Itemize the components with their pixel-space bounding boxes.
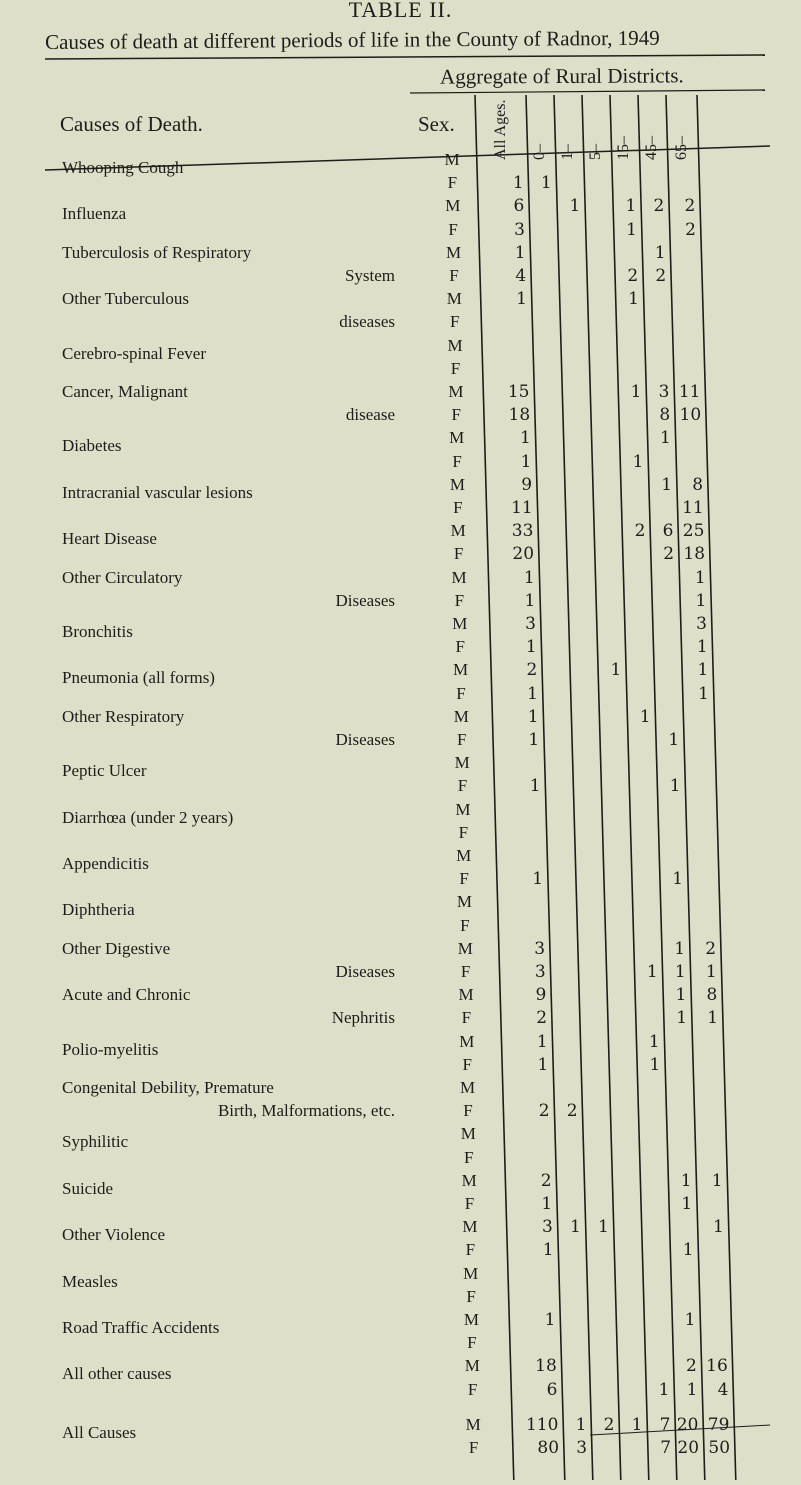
- cell-value: 9: [535, 985, 547, 1006]
- cell-value: 7: [659, 1414, 671, 1435]
- cause-label: Influenza: [62, 204, 127, 224]
- cell-value: 1: [524, 590, 536, 611]
- cell-value: 1: [648, 1031, 660, 1052]
- sex-label: M: [456, 846, 472, 865]
- sex-label: M: [460, 1124, 476, 1144]
- cell-value: 1: [686, 1379, 698, 1400]
- sex-label: F: [449, 312, 460, 332]
- sex-label: F: [462, 1054, 472, 1074]
- cell-value: 8: [692, 474, 704, 495]
- cell-value: 1: [625, 196, 637, 217]
- cell-value: 33: [511, 521, 534, 542]
- cause-label-continued: Diseases: [335, 590, 395, 610]
- sex-label: F: [466, 1286, 476, 1306]
- sex-label: F: [459, 869, 469, 889]
- cell-value: 2: [663, 544, 675, 565]
- sex-label: M: [449, 474, 466, 494]
- column-rule: [697, 95, 736, 1480]
- cell-value: 1: [523, 567, 535, 588]
- cause-label: Syphilitic: [62, 1132, 129, 1152]
- cell-value: 1: [658, 1379, 670, 1400]
- cell-value: 1: [532, 869, 544, 890]
- sex-label: M: [447, 335, 463, 355]
- title-rule: [45, 55, 765, 59]
- sex-label: M: [445, 242, 462, 262]
- sex-label: F: [451, 405, 462, 425]
- sex-label: M: [458, 985, 474, 1005]
- sex-label: M: [450, 521, 466, 541]
- cell-value: 1: [661, 474, 673, 495]
- cell-value: 79: [707, 1414, 730, 1435]
- cause-label: Diabetes: [62, 436, 122, 456]
- causes-column-heading: Causes of Death.: [60, 112, 203, 136]
- cell-value: 1: [694, 567, 706, 588]
- age-column-heading: All Ages.: [491, 99, 509, 160]
- sex-label: M: [455, 799, 471, 819]
- age-column-heading: 1–: [559, 144, 576, 160]
- cell-value: 3: [576, 1438, 588, 1458]
- cell-value: 2: [685, 219, 696, 240]
- cause-label: Polio-myelitis: [62, 1039, 159, 1059]
- sex-label: F: [454, 590, 465, 610]
- cause-label: Pneumonia (all forms): [62, 668, 215, 688]
- sex-label: F: [460, 915, 470, 935]
- age-column-heading: 5–: [587, 144, 604, 160]
- cause-label: Other Circulatory: [62, 567, 183, 587]
- sex-label: F: [457, 776, 468, 796]
- cell-value: 1: [626, 219, 637, 240]
- cell-value: 18: [535, 1356, 557, 1377]
- sex-label: F: [461, 1008, 472, 1028]
- cell-value: 2: [526, 660, 538, 681]
- cause-label-continued: Diseases: [335, 962, 395, 981]
- cause-label: Heart Disease: [62, 529, 157, 549]
- cell-value: 2: [655, 266, 667, 286]
- age-column-heading: 15–: [615, 136, 632, 160]
- cell-value: 2: [566, 1101, 578, 1122]
- cause-label: Cancer, Malignant: [62, 382, 188, 401]
- cause-label: Cerebro-spinal Fever: [62, 343, 206, 363]
- cell-value: 1: [516, 289, 527, 310]
- sex-label: F: [460, 962, 471, 981]
- table-title: TABLE II.: [348, 0, 453, 22]
- sex-label: F: [447, 173, 458, 193]
- column-rule: [554, 95, 593, 1480]
- cell-value: 1: [659, 428, 671, 449]
- cell-value: 3: [542, 1217, 553, 1238]
- sex-label: M: [463, 1310, 480, 1329]
- cause-label: Acute and Chronic: [62, 985, 191, 1005]
- cell-value: 1: [542, 1240, 554, 1261]
- cause-label: Appendicitis: [62, 854, 149, 873]
- cell-value: 1: [575, 1414, 587, 1435]
- sex-label: M: [461, 1170, 477, 1190]
- cell-value: 11: [511, 498, 533, 518]
- sex-label: F: [468, 1438, 479, 1457]
- cell-value: 1: [669, 776, 681, 797]
- cause-label: Bronchitis: [62, 622, 133, 641]
- sex-label: M: [449, 428, 465, 448]
- sex-label: M: [452, 614, 468, 633]
- sex-label: F: [453, 544, 464, 564]
- sex-label: M: [453, 660, 469, 680]
- sex-label: M: [457, 938, 473, 958]
- cell-value: 1: [512, 173, 524, 194]
- cell-value: 11: [678, 382, 701, 402]
- sex-label: M: [460, 1078, 476, 1097]
- cell-value: 2: [603, 1414, 615, 1435]
- cell-value: 2: [540, 1170, 552, 1191]
- cell-value: 2: [684, 196, 696, 217]
- cell-value: 8: [706, 985, 718, 1006]
- cell-value: 2: [536, 1008, 548, 1029]
- cell-value: 1: [698, 683, 709, 704]
- age-column-heading: 45–: [643, 136, 660, 160]
- cell-value: 80: [537, 1438, 560, 1458]
- cause-label: Other Violence: [62, 1225, 165, 1245]
- sex-label: M: [456, 892, 473, 912]
- cell-value: 1: [695, 590, 707, 611]
- sex-label: M: [445, 196, 461, 216]
- cell-value: 1: [707, 1008, 719, 1029]
- cause-label: Intracranial vascular lesions: [62, 482, 253, 502]
- cell-value: 1: [544, 1310, 556, 1330]
- cause-label-continued: diseases: [339, 312, 395, 332]
- sex-label: F: [449, 266, 459, 285]
- cell-value: 2: [627, 266, 639, 286]
- sex-label: M: [463, 1263, 479, 1283]
- cell-value: 1: [676, 1008, 688, 1029]
- cell-value: 1: [541, 1194, 553, 1214]
- cell-value: 16: [706, 1356, 728, 1377]
- sex-label: M: [444, 150, 460, 169]
- totals-label: All Causes: [62, 1422, 137, 1442]
- sex-label: F: [465, 1240, 476, 1260]
- cell-value: 1: [684, 1310, 696, 1330]
- cause-label: Congenital Debility, Premature: [62, 1078, 274, 1097]
- cell-value: 4: [515, 266, 527, 286]
- age-column-heading: 0–: [531, 144, 548, 160]
- cell-value: 2: [653, 196, 665, 217]
- age-column-heading: 65–: [672, 136, 690, 160]
- cell-value: 1: [630, 382, 642, 402]
- cell-value: 1: [697, 660, 709, 681]
- cell-value: 4: [717, 1379, 729, 1400]
- cell-value: 1: [705, 962, 717, 982]
- cell-value: 1: [536, 1031, 548, 1052]
- sex-column-heading: Sex.: [418, 112, 455, 136]
- cause-label: Diarrhœa (under 2 years): [62, 807, 234, 827]
- cell-value: 20: [512, 544, 535, 565]
- sex-label: F: [458, 822, 469, 842]
- cell-value: 1: [527, 706, 539, 727]
- cell-value: 1: [540, 173, 552, 194]
- sex-label: M: [453, 706, 469, 726]
- cause-label-continued: Nephritis: [331, 1008, 395, 1028]
- cell-value: 1: [682, 1240, 694, 1261]
- sex-label: F: [452, 451, 462, 471]
- cell-value: 1: [674, 962, 686, 982]
- cell-value: 11: [682, 498, 704, 518]
- cell-value: 3: [534, 938, 546, 959]
- cause-label: Tuberculosis of Respiratory: [62, 242, 252, 262]
- cell-value: 2: [705, 938, 717, 959]
- cell-value: 110: [525, 1414, 559, 1435]
- cell-value: 1: [646, 962, 658, 982]
- cause-label: Other Tuberculous: [62, 289, 190, 309]
- cell-value: 8: [659, 405, 671, 426]
- cause-label: Whooping Cough: [62, 158, 184, 177]
- cell-value: 1: [711, 1170, 723, 1191]
- cell-value: 1: [639, 706, 651, 727]
- cell-value: 1: [654, 242, 666, 263]
- cell-value: 9: [521, 474, 533, 495]
- sex-label: F: [448, 219, 458, 239]
- cell-value: 3: [696, 614, 707, 634]
- cell-value: 3: [534, 962, 546, 982]
- cell-value: 1: [696, 637, 708, 658]
- sex-label: M: [465, 1414, 481, 1434]
- sex-label: F: [456, 683, 466, 703]
- cause-label: Measles: [62, 1271, 118, 1291]
- cell-value: 3: [658, 382, 670, 402]
- cell-value: 15: [507, 382, 530, 402]
- cell-value: 1: [529, 776, 541, 797]
- cell-value: 1: [610, 660, 622, 681]
- sex-label: F: [467, 1333, 477, 1353]
- cell-value: 25: [682, 521, 705, 542]
- cell-value: 1: [569, 196, 581, 217]
- cell-value: 3: [525, 614, 536, 634]
- cell-value: 2: [634, 521, 646, 542]
- cell-value: 20: [677, 1438, 700, 1458]
- cell-value: 7: [660, 1438, 672, 1458]
- cause-label: All other causes: [62, 1364, 172, 1384]
- cell-value: 18: [683, 544, 706, 565]
- cell-value: 1: [713, 1217, 724, 1238]
- cell-value: 1: [519, 428, 531, 449]
- cell-value: 6: [662, 521, 674, 542]
- cell-value: 1: [570, 1217, 581, 1238]
- cell-value: 1: [514, 242, 526, 263]
- sex-label: M: [454, 753, 470, 773]
- cause-label-continued: Diseases: [335, 730, 395, 749]
- sex-label: M: [446, 289, 462, 309]
- sex-label: M: [459, 1031, 475, 1051]
- sex-label: F: [464, 1194, 475, 1213]
- cause-label: Diphtheria: [62, 900, 135, 920]
- cell-value: 1: [628, 289, 639, 310]
- aggregate-rule: [410, 90, 765, 93]
- sex-label: F: [453, 498, 463, 517]
- sex-label: M: [448, 382, 464, 401]
- cell-value: 10: [679, 405, 702, 426]
- cell-value: 1: [672, 869, 684, 890]
- cell-value: 2: [685, 1356, 697, 1377]
- cell-value: 1: [675, 985, 687, 1006]
- cell-value: 18: [508, 405, 531, 426]
- cell-value: 1: [680, 1170, 692, 1191]
- cause-label-continued: disease: [345, 405, 395, 425]
- sex-label: F: [463, 1101, 473, 1121]
- cell-value: 1: [537, 1054, 549, 1075]
- cell-value: 1: [668, 730, 680, 750]
- cell-value: 1: [631, 1414, 643, 1435]
- cell-value: 2: [538, 1101, 550, 1122]
- cause-label-continued: System: [344, 266, 395, 285]
- cell-value: 3: [514, 219, 525, 240]
- sex-label: F: [467, 1379, 478, 1399]
- cause-label-continued: Birth, Malformations, etc.: [217, 1101, 395, 1121]
- aggregate-heading: Aggregate of Rural Districts.: [439, 63, 684, 89]
- cell-value: 1: [598, 1217, 609, 1238]
- cell-value: 1: [681, 1194, 693, 1214]
- cell-value: 50: [708, 1438, 731, 1458]
- cell-value: 6: [546, 1379, 558, 1400]
- sex-label: F: [455, 637, 465, 657]
- cell-value: 6: [513, 196, 525, 217]
- cause-label: Road Traffic Accidents: [62, 1318, 220, 1337]
- cause-label: Other Digestive: [62, 938, 171, 958]
- cell-value: 1: [527, 683, 538, 704]
- cell-value: 1: [525, 637, 537, 658]
- sex-label: M: [464, 1356, 480, 1376]
- cell-value: 1: [649, 1054, 661, 1075]
- cause-label: Suicide: [62, 1178, 113, 1198]
- cell-value: 1: [528, 730, 540, 750]
- cell-value: 1: [632, 451, 644, 472]
- cell-value: 1: [520, 451, 532, 472]
- cell-value: 20: [676, 1414, 699, 1435]
- table-subtitle: Causes of death at different periods of life in the County of Radnor, 1949: [45, 25, 660, 54]
- sex-label: F: [457, 730, 467, 749]
- cause-label: Peptic Ulcer: [62, 761, 147, 781]
- sex-label: F: [450, 358, 461, 378]
- cause-label: Other Respiratory: [62, 706, 185, 726]
- cell-value: 1: [674, 938, 686, 959]
- sex-label: M: [451, 567, 467, 587]
- sex-label: M: [462, 1217, 478, 1237]
- sex-label: F: [464, 1147, 474, 1167]
